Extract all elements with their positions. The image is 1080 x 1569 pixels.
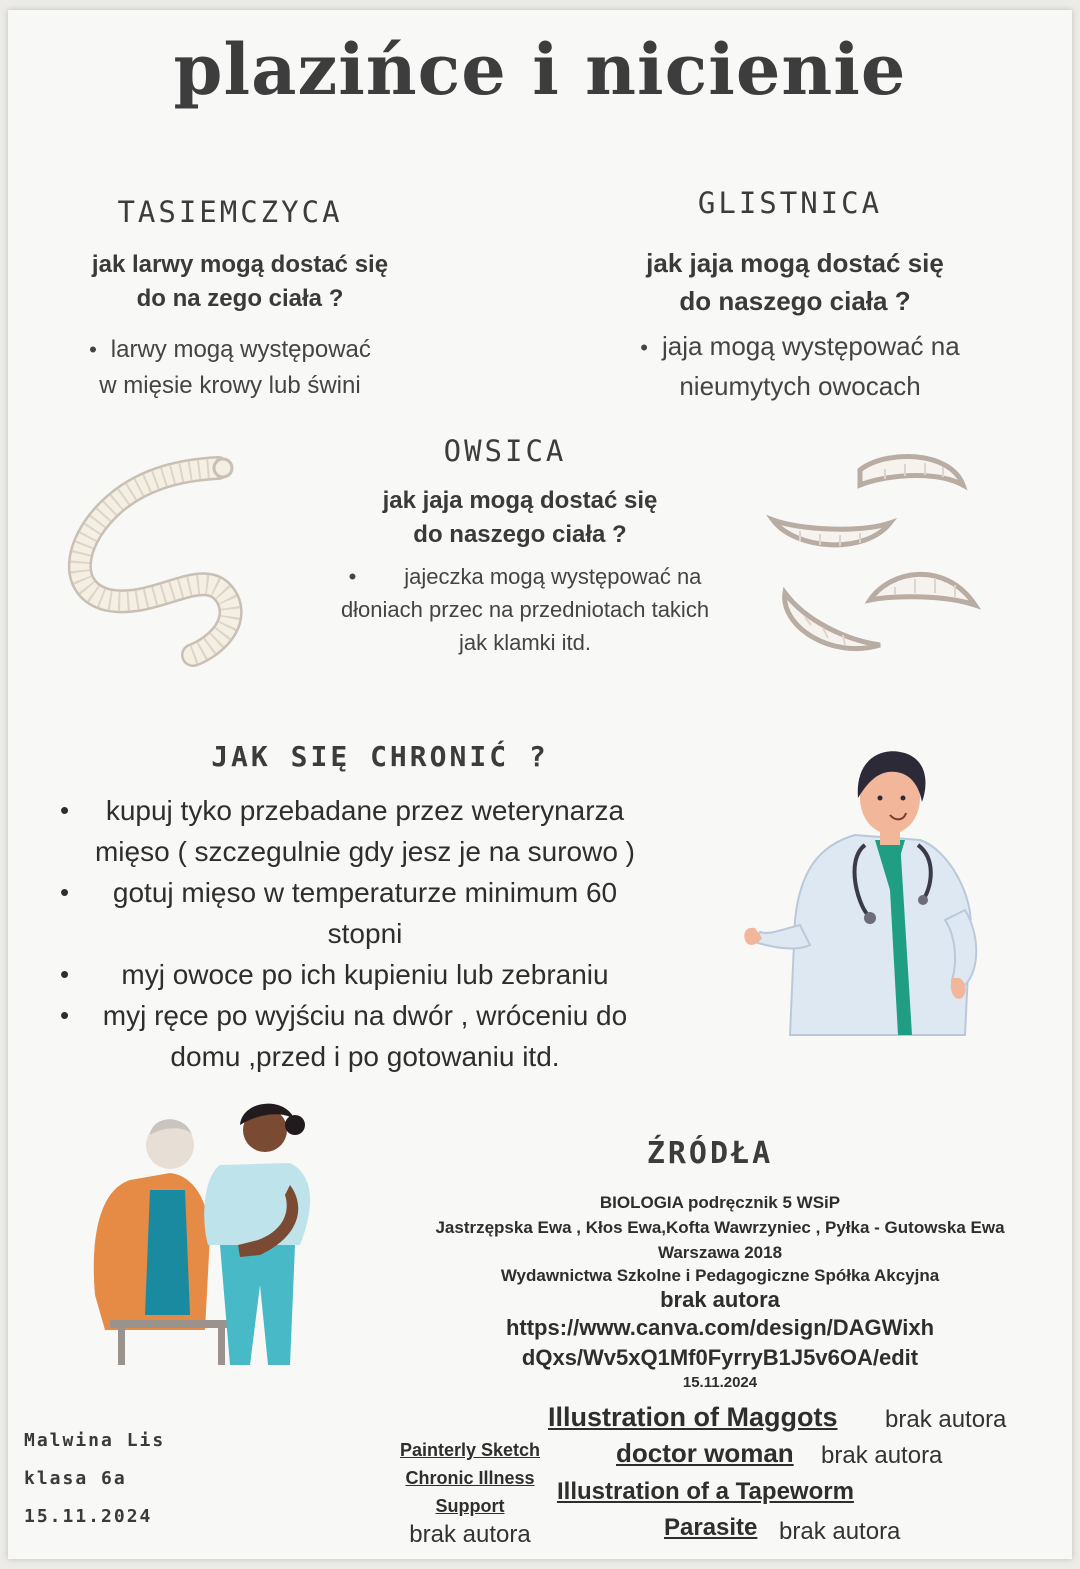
maggot: [860, 456, 963, 485]
bullet-text: larwy mogą występować: [110, 336, 371, 363]
bullet-dot-icon: •: [348, 564, 357, 589]
credit-doctor-author: brak autora: [821, 1442, 943, 1469]
bullet-dot-icon: •: [60, 877, 70, 907]
bullet-line: [600, 327, 1000, 367]
credit-maggots[interactable]: Illustration of Maggots: [548, 1402, 838, 1432]
question-line: do na zego ciała ?: [136, 285, 344, 312]
tapeworm-illustration: [58, 450, 258, 670]
bullet-dot-icon: •: [60, 1000, 70, 1030]
owsica-heading: OWSICA: [443, 434, 567, 468]
credit-tapeworm-author: brak autora: [779, 1518, 901, 1545]
source-book-publisher: Wydawnictwa Szkolne i Pedagogiczne Spółka Akcyjna: [500, 1266, 940, 1285]
page-title: plazińce i nicienie: [173, 28, 907, 111]
question-line: jak jaja mogą dostać się: [382, 487, 658, 514]
author-date: 15.11.2024: [24, 1506, 153, 1527]
credit-painterly-line[interactable]: Support: [435, 1496, 505, 1516]
author-block: [24, 1422, 165, 1536]
credit-tapeworm[interactable]: Parasite: [664, 1514, 758, 1541]
protect-list: [60, 790, 670, 1077]
tasiemczyca-bullet: [60, 332, 400, 404]
source-canva-url[interactable]: https://www.canva.com/design/DAGWixh: [505, 1315, 935, 1340]
protect-item-line: myj owoce po ich kupieniu lub zebraniu: [121, 959, 609, 990]
source-canva-url[interactable]: dQxs/Wv5xQ1Mf0FyrryB1J5v6OA/edit: [521, 1345, 919, 1370]
protect-item: [60, 872, 670, 954]
source-canva-date: 15.11.2024: [682, 1374, 758, 1391]
maggot: [870, 574, 975, 605]
bullet-line: [290, 560, 760, 593]
maggot: [785, 593, 880, 649]
sources-list: [400, 1190, 1040, 1393]
question-line: jak jaja mogą dostać się: [646, 248, 944, 278]
doctor-woman-illustration: [740, 740, 1030, 1040]
source-canva-author: brak autora: [660, 1287, 780, 1312]
protect-item: [60, 954, 670, 995]
question-line: jak larwy mogą dostać się: [91, 251, 389, 278]
credit-maggots-author: brak autora: [885, 1406, 1007, 1433]
protect-item-line: myj ręce po wyjściu na dwór , wróceniu do: [102, 1000, 628, 1031]
protect-item-line: stopni: [327, 918, 403, 949]
bullet-dot-icon: •: [640, 335, 648, 360]
protect-item-line: kupuj tyko przebadane przez weterynarza: [105, 795, 625, 826]
protect-heading: JAK SIĘ CHRONIĆ ?: [211, 740, 549, 773]
source-book-title: BIOLOGIA podręcznik 5 WSiP: [599, 1193, 841, 1212]
author-name: Malwina Lis: [24, 1430, 166, 1451]
question-line: do naszego ciała ?: [679, 286, 911, 316]
bullet-dot-icon: •: [60, 959, 70, 989]
credit-painterly-line[interactable]: Painterly Sketch: [399, 1440, 541, 1460]
sources-heading: ŹRÓDŁA: [646, 1136, 774, 1171]
source-book-place: Warszawa 2018: [657, 1243, 783, 1262]
caregiver-illustration: [90, 1095, 330, 1375]
bullet-text: jaja mogą występować na: [661, 331, 960, 361]
bullet-line: jak klamki itd.: [458, 630, 592, 655]
source-book-authors: Jastrzępska Ewa , Kłos Ewa,Kofta Wawrzyniec , Pyłka - Gutowska Ewa: [435, 1218, 1005, 1237]
protect-item-line: domu ,przed i po gotowaniu itd.: [170, 1041, 560, 1072]
glistnica-bullet: [600, 327, 1000, 406]
bullet-line: nieumytych owocach: [679, 371, 921, 401]
credit-painterly-line[interactable]: Chronic Illness: [405, 1468, 535, 1488]
bullet-dot-icon: •: [60, 795, 70, 825]
credit-tapeworm[interactable]: Illustration of a Tapeworm: [557, 1478, 854, 1505]
protect-item: [60, 790, 670, 872]
bullet-dot-icon: •: [89, 337, 97, 362]
owsica-bullet: [290, 560, 760, 659]
protect-item-line: gotuj mięso w temperaturze minimum 60: [112, 877, 618, 908]
tasiemczyca-heading: TASIEMCZYCA: [117, 195, 343, 229]
protect-item: [60, 995, 670, 1077]
glistnica-heading: GLISTNICA: [697, 186, 883, 220]
author-class: klasa 6a: [24, 1468, 127, 1489]
owsica-question: [320, 484, 720, 552]
glistnica-question: [595, 244, 995, 320]
tasiemczyca-question: [40, 248, 440, 316]
credit-doctor[interactable]: doctor woman: [616, 1438, 794, 1468]
question-line: do naszego ciała ?: [413, 521, 627, 548]
bullet-line: dłoniach przec na przedniotach takich: [340, 597, 710, 622]
maggots-illustration: [765, 445, 995, 670]
credit-painterly: [380, 1436, 560, 1550]
maggot: [773, 520, 890, 545]
bullet-line: [60, 332, 400, 368]
bullet-line: w mięsie krowy lub świni: [99, 372, 361, 399]
bullet-text: jajeczka mogą występować na: [404, 564, 702, 589]
protect-item-line: mięso ( szczegulnie gdy jesz je na surowo ): [94, 836, 635, 867]
credit-painterly-author: brak autora: [409, 1521, 531, 1548]
